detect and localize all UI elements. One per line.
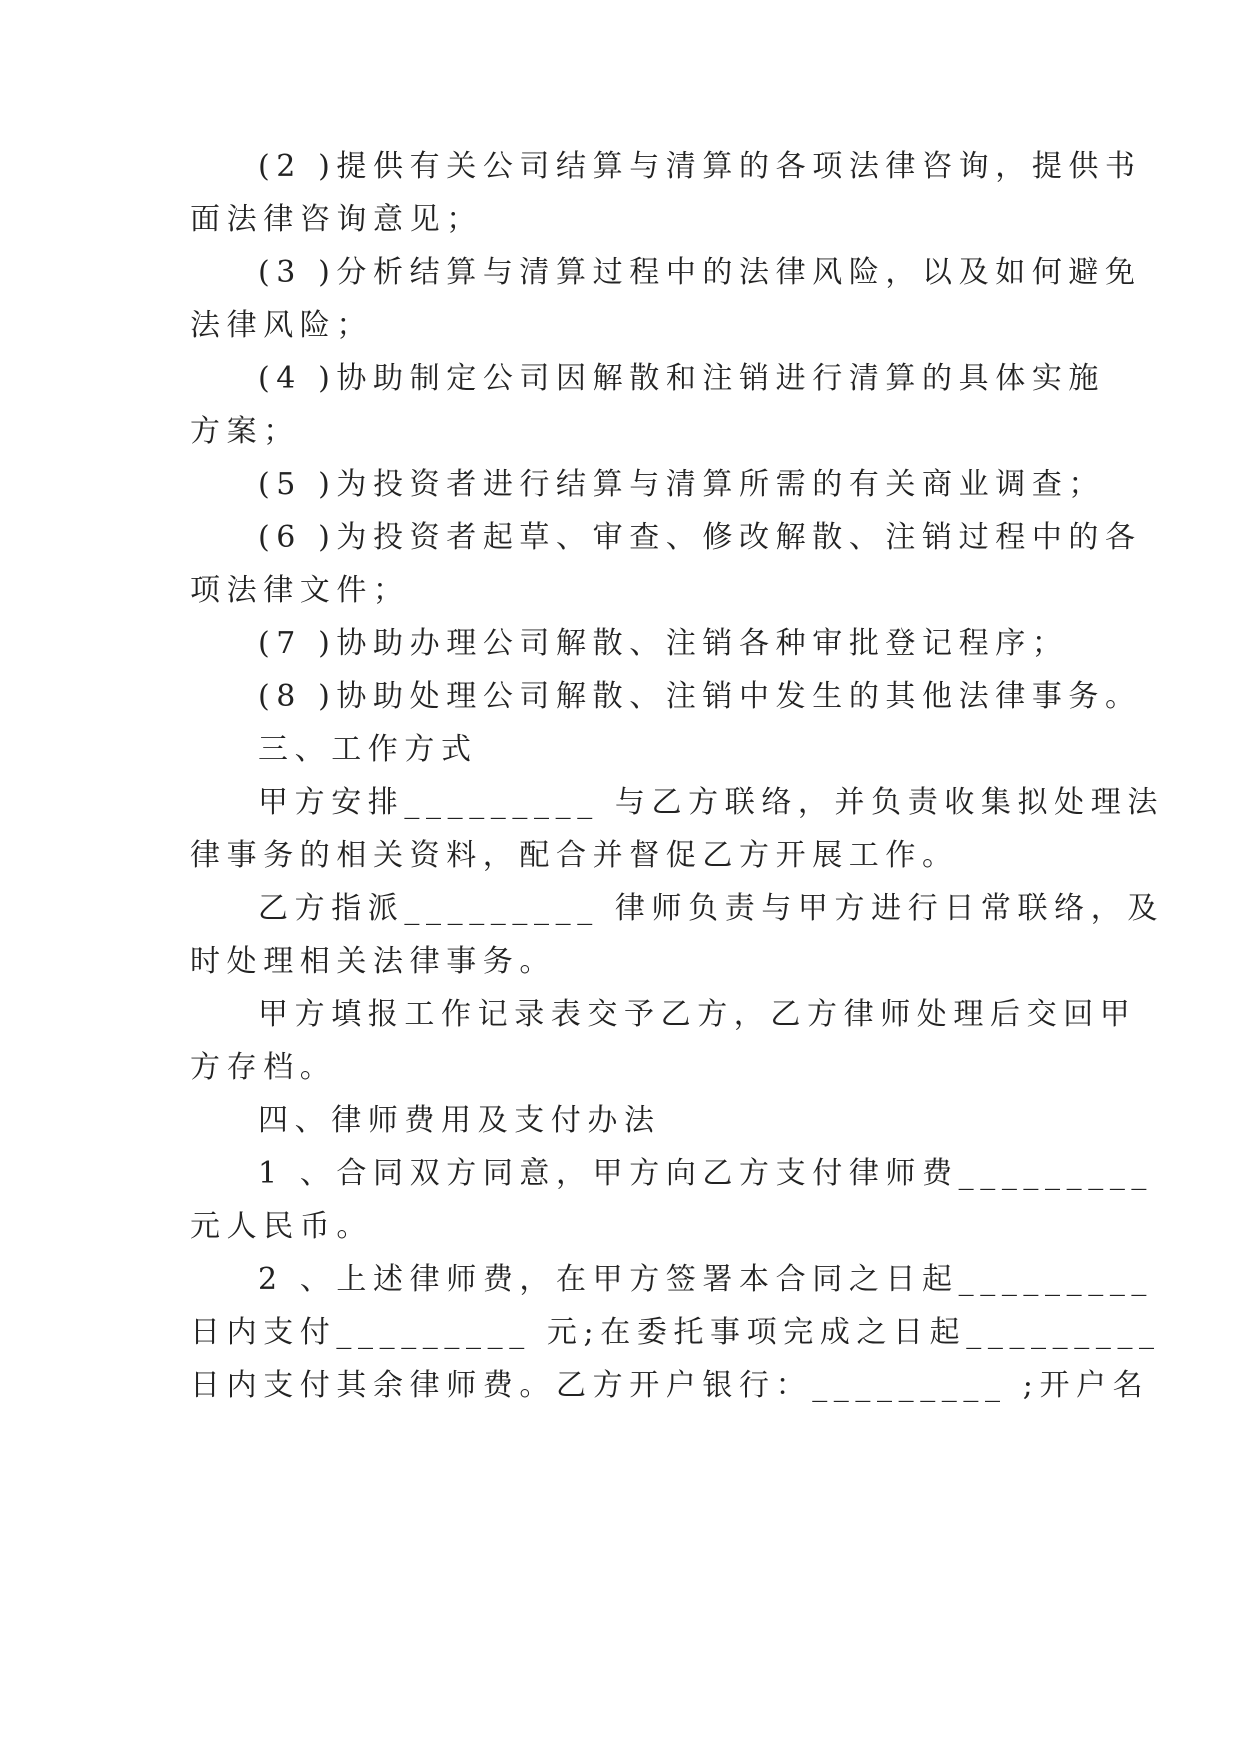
text-line: 方存档。 <box>190 1050 337 1085</box>
section-heading: 三、工作方式 <box>258 732 478 767</box>
text-line: 甲方填报工作记录表交予乙方，乙方律师处理后交回甲 <box>258 997 1137 1032</box>
text-line: 1 、合同双方同意，甲方向乙方支付律师费_________ <box>258 1156 1154 1191</box>
text-line: 法律风险； <box>190 308 373 343</box>
text-line: (4 )协助制定公司因解散和注销进行清算的具体实施 <box>258 361 1106 396</box>
text-line: 日内支付其余律师费。乙方开户银行：_________ ;开户名 <box>190 1368 1150 1403</box>
text-line: 方案； <box>190 414 300 449</box>
text-line: 面法律咨询意见； <box>190 202 483 237</box>
text-line: (8 )协助处理公司解散、注销中发生的其他法律事务。 <box>258 679 1142 714</box>
text-line: (3 )分析结算与清算过程中的法律风险，以及如何避免 <box>258 255 1142 290</box>
text-line: 2 、上述律师费，在甲方签署本合同之日起_________ <box>258 1262 1154 1297</box>
text-line: (2 )提供有关公司结算与清算的各项法律咨询，提供书 <box>258 149 1142 184</box>
text-line: 元人民币。 <box>190 1209 373 1244</box>
text-line: 乙方指派_________ 律师负责与甲方进行日常联络，及 <box>258 891 1164 926</box>
text-line: 项法律文件； <box>190 573 410 608</box>
section-heading: 四、律师费用及支付办法 <box>258 1103 661 1138</box>
text-line: (7 )协助办理公司解散、注销各种审批登记程序； <box>258 626 1069 661</box>
text-line: (5 )为投资者进行结算与清算所需的有关商业调查； <box>258 467 1106 502</box>
text-line: 律事务的相关资料，配合并督促乙方开展工作。 <box>190 838 959 873</box>
text-line: 日内支付_________ 元;在委托事项完成之日起_________ <box>190 1315 1161 1350</box>
text-line: 甲方安排_________ 与乙方联络，并负责收集拟处理法 <box>258 785 1164 820</box>
text-line: (6 )为投资者起草、审查、修改解散、注销过程中的各 <box>258 520 1142 555</box>
text-line: 时处理相关法律事务。 <box>190 944 556 979</box>
